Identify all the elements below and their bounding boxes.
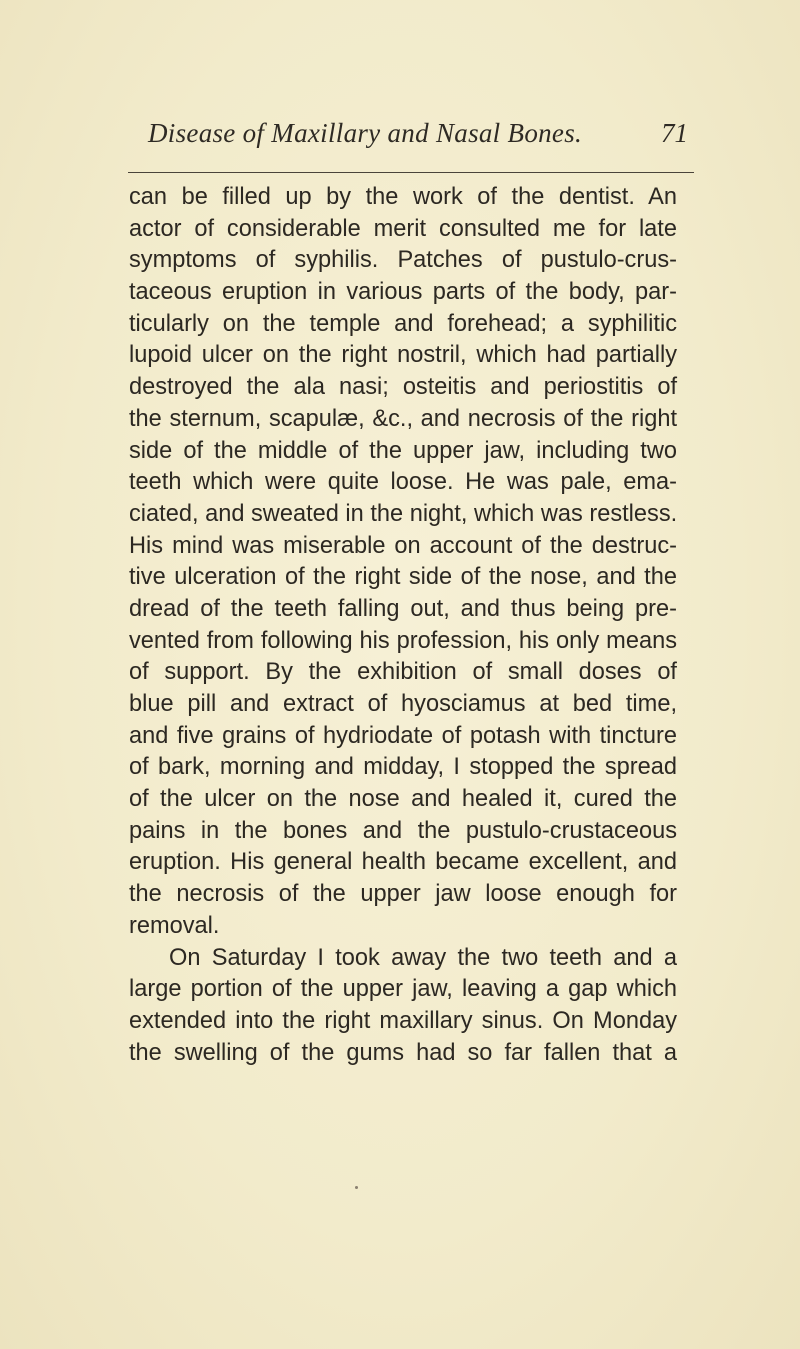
text-line: vented from following his profession, his only means bbox=[129, 627, 677, 654]
text-line: of bark, morning and midday, I stopped the spread bbox=[129, 754, 677, 781]
text-line: taceous eruption in various parts of the body, par- bbox=[129, 279, 677, 306]
text-line: destroyed the ala nasi; osteitis and periostitis of bbox=[129, 374, 677, 401]
text-line: eruption. His general health became excellent, and bbox=[129, 849, 677, 876]
text-line: dread of the teeth falling out, and thus being pre- bbox=[129, 595, 677, 622]
text-line: large portion of the upper jaw, leaving a gap which bbox=[129, 976, 677, 1003]
text-line: of support. By the exhibition of small doses of bbox=[129, 659, 677, 686]
page-header bbox=[148, 118, 688, 158]
text-line: the sternum, scapulæ, &c., and necrosis of the right bbox=[129, 405, 677, 432]
text-line: ciated, and sweated in the night, which was restless. bbox=[129, 500, 678, 527]
text-line: tive ulceration of the right side of the nose, and the bbox=[129, 564, 677, 591]
text-line: actor of considerable merit consulted me for late bbox=[129, 215, 677, 242]
text-line: pains in the bones and the pustulo-crustaceous bbox=[129, 817, 677, 844]
text-line: teeth which were quite loose. He was pale, ema- bbox=[129, 469, 677, 496]
text-line: blue pill and extract of hyosciamus at bed time, bbox=[129, 691, 677, 717]
page-number: 71 bbox=[661, 118, 688, 148]
body-text bbox=[129, 182, 677, 1069]
paper-speck bbox=[355, 1186, 358, 1189]
text-line: of the ulcer on the nose and healed it, cured the bbox=[129, 786, 677, 813]
running-title: Disease of Maxillary and Nasal Bones. bbox=[148, 118, 583, 148]
header-rule bbox=[128, 172, 694, 173]
text-line: lupoid ulcer on the right nostril, which had partially bbox=[129, 342, 677, 369]
text-line: symptoms of syphilis. Patches of pustulo-crus- bbox=[129, 247, 677, 274]
text-line: can be filled up by the work of the dentist. An bbox=[129, 184, 677, 210]
text-line: and five grains of hydriodate of potash with tincture bbox=[129, 722, 677, 749]
text-line: the swelling of the gums had so far fallen that a bbox=[129, 1039, 677, 1066]
text-line: removal. bbox=[129, 912, 220, 939]
text-line: His mind was miserable on account of the destruc- bbox=[129, 532, 677, 559]
text-line: On Saturday I took away the two teeth and a bbox=[169, 944, 677, 971]
text-line: side of the middle of the upper jaw, including two bbox=[129, 437, 677, 464]
text-line: ticularly on the temple and forehead; a syphilitic bbox=[129, 310, 677, 337]
text-line: extended into the right maxillary sinus. On Monday bbox=[129, 1007, 677, 1034]
text-line: the necrosis of the upper jaw loose enough for bbox=[129, 881, 677, 908]
